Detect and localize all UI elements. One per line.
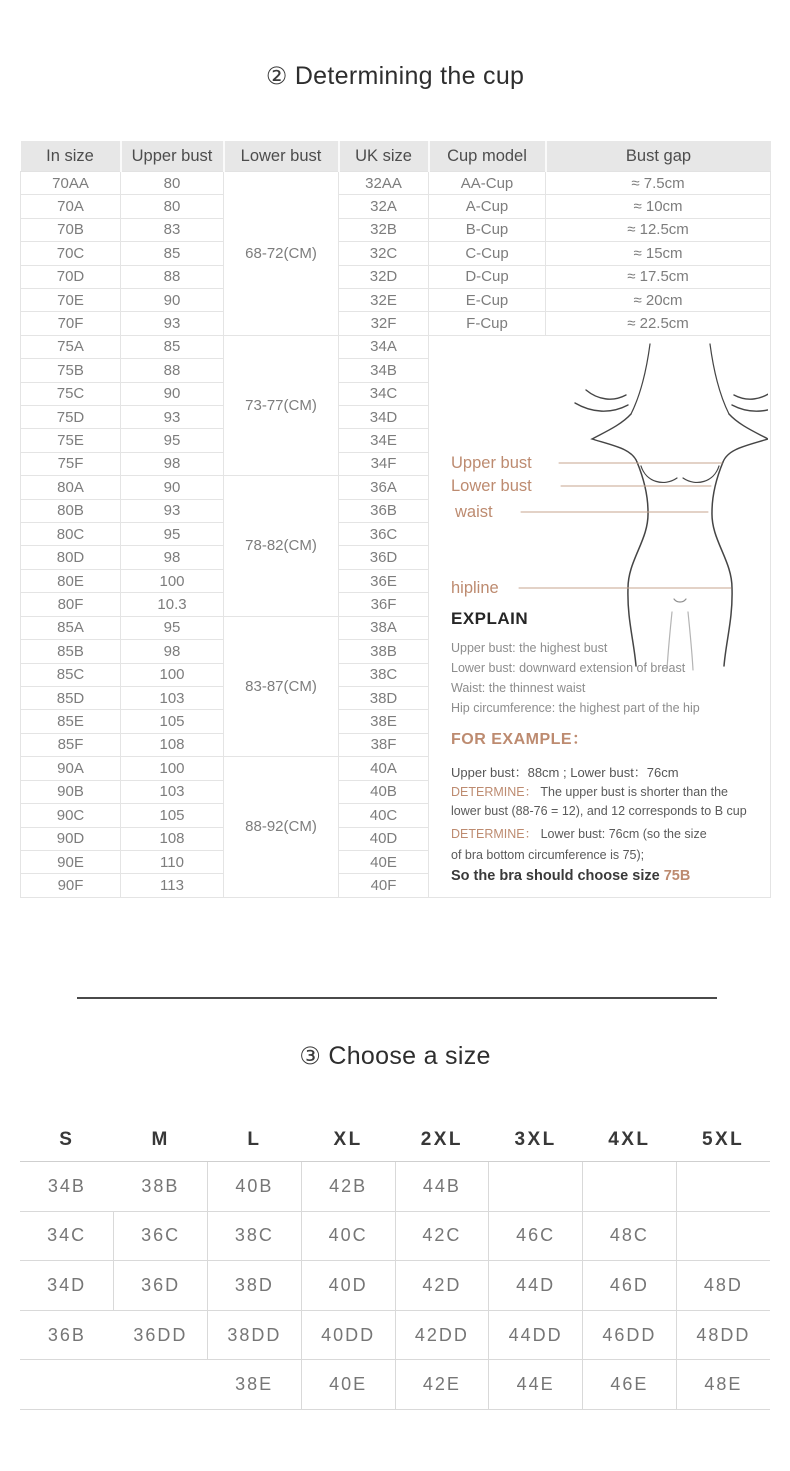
cell-upper-bust: 85: [121, 335, 224, 358]
cell-upper-bust: 93: [121, 499, 224, 522]
cell-in-size: 70C: [21, 242, 121, 265]
cell-uk-size: 36D: [339, 546, 429, 569]
cell-in-size: 75C: [21, 382, 121, 405]
cell-in-size: 90B: [21, 780, 121, 803]
size-cell-38E: 38E: [208, 1360, 302, 1410]
size-cell-34C: 34C: [20, 1211, 114, 1261]
cell-in-size: 85D: [21, 687, 121, 710]
cell-upper-bust: 100: [121, 569, 224, 592]
size-cell-38D: 38D: [208, 1261, 302, 1311]
neck-lines: [631, 344, 729, 414]
cell-in-size: 75D: [21, 405, 121, 428]
cell-uk-size: 32AA: [339, 172, 429, 195]
cell-in-size: 70F: [21, 312, 121, 335]
cell-in-size: 85F: [21, 733, 121, 756]
conclusion-size: 75B: [663, 867, 691, 884]
size-cell-44B: 44B: [395, 1162, 489, 1212]
size-cell-36D: 36D: [114, 1261, 208, 1311]
explain-line: Waist: the thinnest waist: [451, 680, 586, 695]
cell-in-size: 80B: [21, 499, 121, 522]
size-cell-empty: [489, 1162, 583, 1212]
cell-upper-bust: 90: [121, 288, 224, 311]
cup-table-header-1: Upper bust: [121, 141, 224, 172]
size-section-badge: ③: [299, 1043, 322, 1070]
cell-upper-bust: 95: [121, 523, 224, 546]
size-cell-44D: 44D: [489, 1261, 583, 1311]
cell-lower-bust-range: 78-82(CM): [224, 476, 339, 617]
cup-table-row: [21, 288, 771, 311]
cup-table-row: [21, 265, 771, 288]
cell-bust-gap: ≈ 12.5cm: [546, 218, 771, 241]
size-table-header-S: S: [20, 1118, 114, 1162]
size-cell-34D: 34D: [20, 1261, 114, 1311]
cell-uk-size: 40B: [339, 780, 429, 803]
size-cell-40DD: 40DD: [301, 1310, 395, 1360]
size-cell-36B: 36B: [20, 1310, 114, 1360]
explain-line: Upper bust: the highest bust: [451, 640, 608, 655]
cup-section-title-text: Determining the cup: [294, 62, 525, 90]
size-cell-42D: 42D: [395, 1261, 489, 1311]
cell-uk-size: 40C: [339, 804, 429, 827]
cell-upper-bust: 85: [121, 242, 224, 265]
waist-label: waist: [455, 502, 493, 521]
cell-in-size: 80A: [21, 476, 121, 500]
diagram-cell: [429, 335, 771, 897]
cup-section-badge: ②: [265, 63, 288, 90]
upper-bust-label: Upper bust: [451, 453, 532, 472]
cell-uk-size: 34B: [339, 359, 429, 382]
cell-uk-size: 34F: [339, 452, 429, 475]
cell-lower-bust-range: 68-72(CM): [224, 172, 339, 336]
size-table-row: [20, 1261, 770, 1311]
size-cell-empty: [114, 1360, 208, 1410]
cell-upper-bust: 103: [121, 780, 224, 803]
cell-uk-size: 32A: [339, 195, 429, 218]
cell-upper-bust: 98: [121, 452, 224, 475]
size-cell-34B: 34B: [20, 1162, 114, 1212]
size-cell-40D: 40D: [301, 1261, 395, 1311]
cell-bust-gap: ≈ 17.5cm: [546, 265, 771, 288]
cell-upper-bust: 93: [121, 405, 224, 428]
cell-in-size: 85B: [21, 640, 121, 663]
cup-table-row: [21, 172, 771, 195]
cell-bust-gap: ≈ 15cm: [546, 242, 771, 265]
determine-text: Lower bust: 76cm (so the size: [540, 826, 707, 841]
size-section-title-text: Choose a size: [328, 1042, 491, 1070]
cell-upper-bust: 98: [121, 640, 224, 663]
cell-cup-model: B-Cup: [429, 218, 546, 241]
cell-upper-bust: 100: [121, 663, 224, 686]
size-cell-empty: [583, 1162, 677, 1212]
cell-uk-size: 40A: [339, 757, 429, 781]
shoulder-lines: [592, 414, 768, 462]
cell-in-size: 70B: [21, 218, 121, 241]
explain-line: Lower bust: downward extension of breast: [451, 660, 686, 675]
size-cell-46D: 46D: [583, 1261, 677, 1311]
cup-table-row: [21, 312, 771, 335]
size-cell-46E: 46E: [583, 1360, 677, 1410]
cell-in-size: 90D: [21, 827, 121, 850]
cell-in-size: 70A: [21, 195, 121, 218]
size-table-header-M: M: [114, 1118, 208, 1162]
measurement-diagram-panel: [429, 336, 768, 897]
torso-side-lines: [628, 462, 732, 666]
cup-table-header-2: Lower bust: [224, 141, 339, 172]
cup-section-title: [0, 62, 790, 91]
cell-in-size: 80E: [21, 569, 121, 592]
size-cell-empty: [676, 1211, 770, 1261]
cell-bust-gap: ≈ 10cm: [546, 195, 771, 218]
cup-table-row: [21, 335, 771, 358]
cell-upper-bust: 80: [121, 172, 224, 195]
cell-uk-size: 38F: [339, 733, 429, 756]
cell-in-size: 75A: [21, 335, 121, 358]
cell-in-size: 85E: [21, 710, 121, 733]
cell-uk-size: 36B: [339, 499, 429, 522]
size-cell-36C: 36C: [114, 1211, 208, 1261]
cup-table-header-3: UK size: [339, 141, 429, 172]
cup-table-row: [21, 218, 771, 241]
size-cell-48D: 48D: [676, 1261, 770, 1311]
cell-in-size: 75E: [21, 429, 121, 452]
size-table-header-XL: XL: [301, 1118, 395, 1162]
cell-upper-bust: 10.3: [121, 593, 224, 616]
cup-table-header-5: Bust gap: [546, 141, 771, 172]
determine-line-1: [451, 786, 728, 799]
cell-upper-bust: 103: [121, 687, 224, 710]
lower-bust-label: Lower bust: [451, 476, 532, 495]
cell-upper-bust: 105: [121, 804, 224, 827]
size-table-header-2XL: 2XL: [395, 1118, 489, 1162]
cell-uk-size: 38A: [339, 616, 429, 640]
cell-uk-size: 38B: [339, 640, 429, 663]
cell-lower-bust-range: 73-77(CM): [224, 335, 339, 475]
cell-uk-size: 36C: [339, 523, 429, 546]
cell-in-size: 70AA: [21, 172, 121, 195]
cell-upper-bust: 90: [121, 382, 224, 405]
size-cell-44DD: 44DD: [489, 1310, 583, 1360]
cell-uk-size: 36F: [339, 593, 429, 616]
size-cell-42E: 42E: [395, 1360, 489, 1410]
size-cell-40B: 40B: [208, 1162, 302, 1212]
cell-uk-size: 32F: [339, 312, 429, 335]
explain-heading: EXPLAIN: [451, 608, 529, 628]
size-cell-48DD: 48DD: [676, 1310, 770, 1360]
cell-bust-gap: ≈ 20cm: [546, 288, 771, 311]
size-cell-48C: 48C: [583, 1211, 677, 1261]
cell-uk-size: 32D: [339, 265, 429, 288]
cell-upper-bust: 108: [121, 827, 224, 850]
cell-uk-size: 32C: [339, 242, 429, 265]
cell-cup-model: AA-Cup: [429, 172, 546, 195]
cell-bust-gap: ≈ 22.5cm: [546, 312, 771, 335]
size-cell-empty: [676, 1162, 770, 1212]
hair-strokes: [575, 390, 768, 411]
cell-upper-bust: 108: [121, 733, 224, 756]
section-divider: [77, 997, 717, 999]
cell-upper-bust: 93: [121, 312, 224, 335]
cell-uk-size: 34C: [339, 382, 429, 405]
navel-mark: [674, 599, 686, 602]
cell-upper-bust: 83: [121, 218, 224, 241]
cell-cup-model: D-Cup: [429, 265, 546, 288]
size-cell-38B: 38B: [114, 1162, 208, 1212]
cell-cup-model: C-Cup: [429, 242, 546, 265]
determine-label: DETERMINE：: [451, 784, 538, 799]
cell-in-size: 80D: [21, 546, 121, 569]
choose-size-table: [20, 1118, 770, 1410]
size-cell-38DD: 38DD: [208, 1310, 302, 1360]
cell-lower-bust-range: 88-92(CM): [224, 757, 339, 898]
size-table-row: [20, 1360, 770, 1410]
cup-table-header-0: In size: [21, 141, 121, 172]
cell-upper-bust: 80: [121, 195, 224, 218]
size-table-row: [20, 1162, 770, 1212]
cell-upper-bust: 88: [121, 359, 224, 382]
cell-cup-model: E-Cup: [429, 288, 546, 311]
cup-table-header-4: Cup model: [429, 141, 546, 172]
cup-table-row: [21, 242, 771, 265]
bust-curves: [641, 466, 719, 482]
conclusion-line: [451, 869, 690, 884]
cell-uk-size: 34A: [339, 335, 429, 358]
determine-line-1-cont: lower bust (88-76 = 12), and 12 corresponds to B cup: [451, 803, 747, 818]
cup-table-row: [21, 195, 771, 218]
cell-in-size: 90E: [21, 850, 121, 873]
size-cell-42DD: 42DD: [395, 1310, 489, 1360]
cell-in-size: 70E: [21, 288, 121, 311]
cell-upper-bust: 90: [121, 476, 224, 500]
size-cell-46DD: 46DD: [583, 1310, 677, 1360]
size-table-header-5XL: 5XL: [676, 1118, 770, 1162]
cell-upper-bust: 88: [121, 265, 224, 288]
cell-uk-size: 40D: [339, 827, 429, 850]
size-cell-empty: [20, 1360, 114, 1410]
size-table-row: [20, 1310, 770, 1360]
cell-lower-bust-range: 83-87(CM): [224, 616, 339, 757]
size-table-row: [20, 1211, 770, 1261]
explain-line: Hip circumference: the highest part of the hip: [451, 700, 700, 715]
determine-label: DETERMINE：: [451, 826, 538, 841]
cell-upper-bust: 95: [121, 616, 224, 640]
size-table-header-3XL: 3XL: [489, 1118, 583, 1162]
cell-upper-bust: 95: [121, 429, 224, 452]
size-cell-40C: 40C: [301, 1211, 395, 1261]
cell-in-size: 75B: [21, 359, 121, 382]
cell-upper-bust: 98: [121, 546, 224, 569]
cell-upper-bust: 100: [121, 757, 224, 781]
size-cell-44E: 44E: [489, 1360, 583, 1410]
cell-cup-model: A-Cup: [429, 195, 546, 218]
size-cell-40E: 40E: [301, 1360, 395, 1410]
cell-in-size: 90A: [21, 757, 121, 781]
cell-upper-bust: 105: [121, 710, 224, 733]
cell-cup-model: F-Cup: [429, 312, 546, 335]
cell-in-size: 75F: [21, 452, 121, 475]
size-cell-46C: 46C: [489, 1211, 583, 1261]
cell-upper-bust: 113: [121, 874, 224, 897]
measurement-lines: [519, 463, 731, 588]
cell-in-size: 70D: [21, 265, 121, 288]
cell-uk-size: 38D: [339, 687, 429, 710]
size-table-header-4XL: 4XL: [583, 1118, 677, 1162]
cell-uk-size: 34E: [339, 429, 429, 452]
cell-uk-size: 38C: [339, 663, 429, 686]
determine-line-2-cont: of bra bottom circumference is 75);: [451, 847, 645, 862]
cell-bust-gap: ≈ 7.5cm: [546, 172, 771, 195]
cell-upper-bust: 110: [121, 850, 224, 873]
conclusion-text: So the bra should choose size: [451, 867, 664, 884]
cell-uk-size: 34D: [339, 405, 429, 428]
cup-size-table: [20, 141, 771, 898]
cell-uk-size: 32B: [339, 218, 429, 241]
hipline-label: hipline: [451, 578, 499, 597]
cell-in-size: 90F: [21, 874, 121, 897]
cell-uk-size: 38E: [339, 710, 429, 733]
determine-line-2: [451, 828, 707, 841]
size-section-title: [0, 1042, 790, 1071]
cell-in-size: 80F: [21, 593, 121, 616]
cell-in-size: 80C: [21, 523, 121, 546]
size-cell-36DD: 36DD: [114, 1310, 208, 1360]
cell-in-size: 85C: [21, 663, 121, 686]
cell-uk-size: 40F: [339, 874, 429, 897]
cell-uk-size: 36E: [339, 569, 429, 592]
size-table-header-L: L: [208, 1118, 302, 1162]
size-cell-42C: 42C: [395, 1211, 489, 1261]
size-cell-38C: 38C: [208, 1211, 302, 1261]
size-cell-42B: 42B: [301, 1162, 395, 1212]
cell-uk-size: 40E: [339, 850, 429, 873]
for-example-heading: FOR EXAMPLE：: [451, 730, 589, 748]
determine-text: The upper bust is shorter than the: [540, 784, 728, 799]
cell-in-size: 90C: [21, 804, 121, 827]
cell-uk-size: 32E: [339, 288, 429, 311]
cell-uk-size: 36A: [339, 476, 429, 500]
size-cell-48E: 48E: [676, 1360, 770, 1410]
example-intro: Upper bust：88cm ; Lower bust：76cm: [451, 764, 679, 780]
cell-in-size: 85A: [21, 616, 121, 640]
